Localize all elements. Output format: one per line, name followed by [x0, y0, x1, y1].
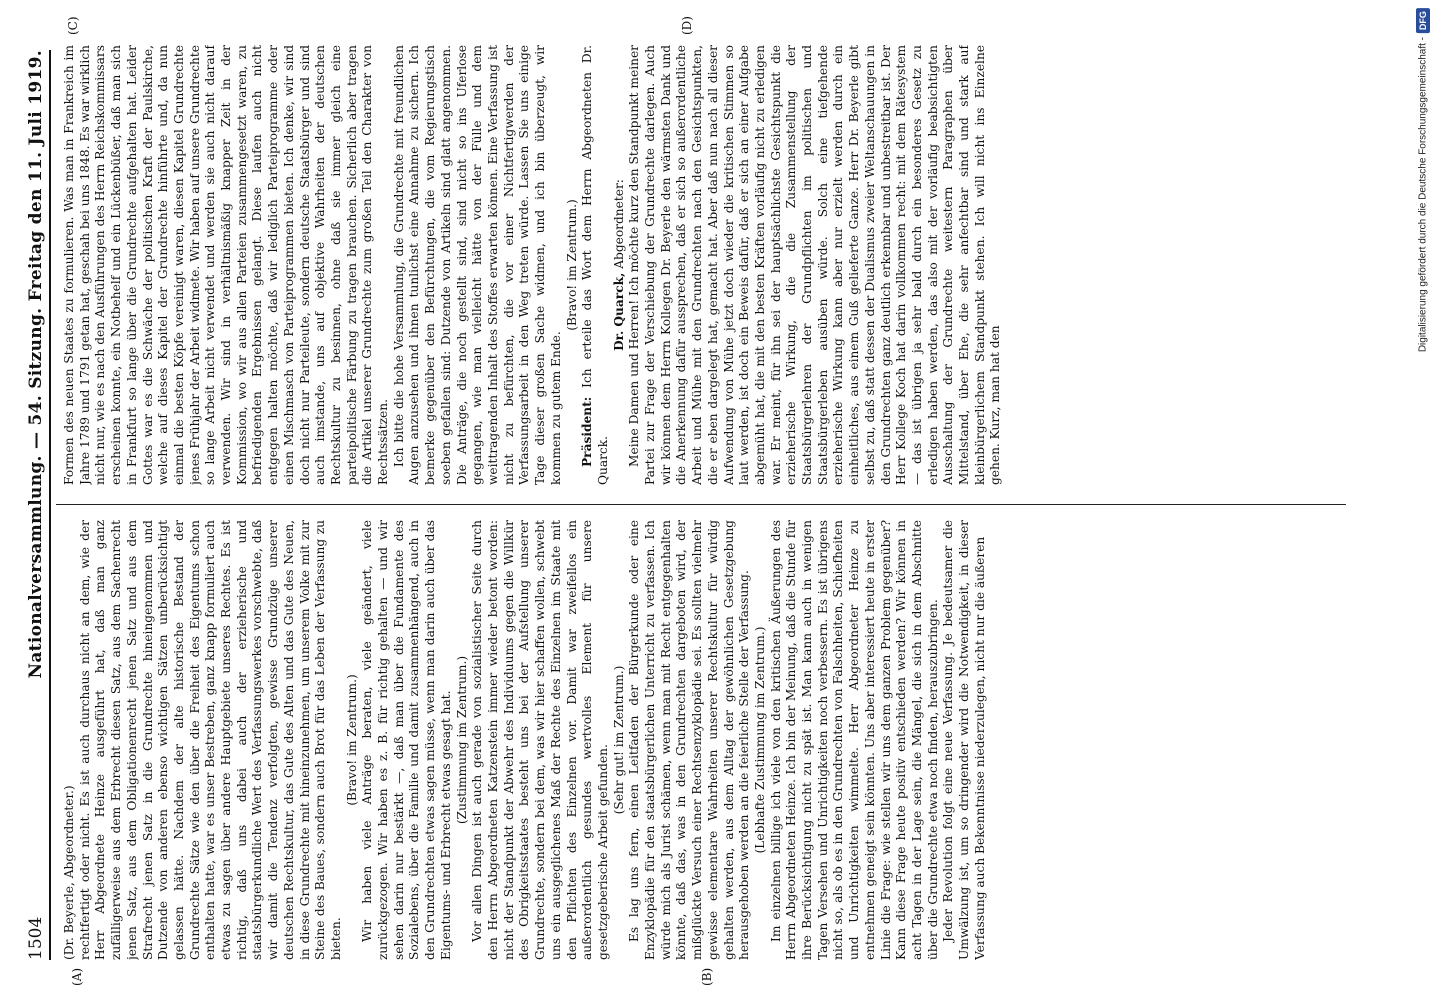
- president-statement: [580, 45, 611, 485]
- page-header: [20, 50, 51, 960]
- interjection: (Lebhafte Zustimmung im Zentrum.): [752, 626, 767, 854]
- speaker-intro: (Dr. Beyerle, Abgeordneter.): [62, 785, 76, 960]
- paragraph: Jeder Revolution folgt eine neue Verfassung. Je bedeutsamer die Umwälzung ist, um so dringender wird die Notwendigkeit, in dieser Verfassung auch Bekenntnisse niederzulegen, nicht nur die äußeren: [941, 520, 987, 960]
- digitization-note: [1416, 8, 1430, 352]
- dfg-logo-icon: DFG: [1416, 8, 1430, 33]
- speaker-name: Dr. Quarck,: [611, 272, 626, 351]
- margin-marker-b: (B): [700, 967, 714, 986]
- paragraph: Im einzelnen billige ich viele von den kritischen Äußerungen des Herrn Abgeordneten Heinze. Ich bin der Meinung, daß die Stunde für ihre Berücksichtigung nicht zu spät ist. Man kann auch in wenigen Tagen Versehen und Unrichtigkeiten noch verbessern. Es ist übrigens nicht so, als ob es in den Grundrechten von Falschheiten, Schiefheiten und Unrichtigkeiten wimmelte. Herr Abgeordneter Heinze zu entnehmen geneigt sein könnten. Uns aber interessiert heute in erster Linie die Frage: wie stellen wir uns dem ganzen Problem gegenüber? Kann diese Frage heute positiv entschieden werden? Wir können in acht Tagen in der Lage sein, die Mängel, die sich in dem Abschnitte über die Grundrechte etwa noch finden, herauszubringen.: [768, 520, 940, 960]
- margin-marker-d: (D): [680, 16, 694, 35]
- page-title: Nationalversammlung. — 54. Sitzung. Freitag den 11. Juli 1919.: [26, 50, 46, 679]
- interjection: (Bravo! im Zentrum.): [564, 199, 579, 331]
- margin-marker-c: (C): [66, 16, 80, 35]
- page-number: 1504: [26, 916, 46, 960]
- paragraph: rechtfertigt oder nicht. Es ist auch durchaus nicht an dem, wie der Herr Abgeordnete Heinze ausgeführt hat, daß man ganz zufälligerweise aus dem Erbrecht diesen Satz, aus dem Sachenrecht jenen Satz, aus dem Obligationenrecht jenen Satz und aus dem Strafrecht jenen Satz in die Grundrechte hineingenommen und Dutzende von anderen ebenso wichtigen Sätzen unberücksichtigt gelassen hätte. Nachdem der alte historische Bestand der Grundrechte Sätze wie den über die Freiheit des Eigentums schon enthalten hatte, war es unser Bestreben, ganz knapp formuliert auch etwas zu sagen über andere Hauptgebiete unseres Rechtes. Es ist richtig, daß uns dabei auch der erzieherische und staatsbürgerkundliche Wert des Verfassungswerkes vorschwebte, daß wir damit die Tendenz verfolgten, gewisse Grundzüge unserer deutschen Rechtskultur, das Gute des Alten und das Gute des Neuen, in diese Grundrechte mit hineinzunehmen, um unserem Volke mit zur Steine des Baues, sondern auch Brot für das Leben der Verfassung zu bieten.: [77, 520, 343, 960]
- president-label: Präsident:: [580, 396, 595, 467]
- paragraph: Ich bitte die hohe Versammlung, die Grundrechte mit freundlichen Augen anzusehen und ihnen tunlichst eine Annahme zu sichern. Ich bemerke gegenüber den Befürchtungen, die vom Regierungstisch soeben gefallen sind: Dutzende von Artikeln sind glatt angenommen. Die Anträge, die noch gestellt sind, sind nicht so ins Uferlose gegangen, wie man vielleicht hätte von der Fülle und dem weittragenden Inhalt des Stoffes erwarten können. Eine Verfassung ist nicht zu befürchten, die vor einer Nichtfertigwerden der Verfassungsarbeit in den Weg treten würde. Lassen Sie uns einige Tage dieser großen Sache widmen, und ich bin überzeugt, wir kommen zu gutem Ende.: [391, 45, 563, 485]
- paragraph: Meine Damen und Herren! Ich möchte kurz den Standpunkt meiner Partei zur Frage der Verschiebung der Grundrechte darlegen. Auch wir können dem Herrn Kollegen Dr. Beyerle den wärmsten Dank und die Anerkennung dafür aussprechen, daß er sich so außerordentliche Arbeit und Mühe mit den Grundrechten nach den Gesichtspunkten, die er eben dargelegt hat, gemacht hat. Aber daß nun nach all dieser Aufwendung von Mühe jetzt doch wieder die kritischen Stimmen so laut werden, ist doch ein Beweis dafür, daß er sich an einer Aufgabe abgemüht hat, die mit den besten Kräften vorläufig nicht zu erledigen war. Er meint, für ihn sei der hauptsächlichste Gesichtspunkt die erzieherische Wirkung, die die Zusammenstellung der Staatsbürgerlehren der Grundpflichten im politischen und Staatsbürgerleben ausüben würde. Solch eine tiefgehende erzieherische Wirkung kann aber nur erzielt werden durch ein einheitliches, aus einem Guß gelieferte Ganze. Herr Dr. Beyerle gibt selbst zu, daß statt dessen der Dualismus zweier Weltanschauungen in den Grundrechten ganz deutlich erkennbar und unbestreitbar ist. Der Herr Kollege Koch hat darin vollkommen recht: mit dem Rätesystem — das ist übrigen ja sehr bald durch ein besonderes Gesetz zu erledigen haben werden, das also mit der vorläufig beabsichtigten Ausschaltung der Grundrechte weitestern Paragraphen über Mittelstand, über Ehe, die sehr anfechtbar sind und stark auf kleinbürgerlichem Standpunkt stehen. Ich will nicht ins Einzelne gehen. Kurz, man hat den: [627, 45, 1003, 485]
- speaker-role: Abgeordneter:: [611, 179, 626, 269]
- paragraph: Formen des neuen Staates zu formulieren. Was man in Frankreich im Jahre 1789 und 1791 getan hat, geschah bei uns 1848. Es war wirklich nicht nur, wie es nach den Ausführungen des Herrn Reichskommissars erscheinen konnte, ein Notbehelf und ein Lückenbüßer, daß man sich in Frankfurt so lange über die Grundrechte aufgehalten hat. Leider Gottes war es die Schwäche der politischen Kraft der Paulskirche, welche auf dieses Kapitel der Grundrechte hinführte und, da nun einmal die besten Köpfe vereinigt waren, diesen Kapitel Grundrechte jenes Frühjahr der Arbeit widmete. Wir haben auf unsere Grundrechte so lange Arbeit nicht verwendet und werden sie auch nicht darauf verwenden. Wir sind in verhältnismäßig knapper Zeit in der Kommission, wo wir aus allen Parteien zusammengesetzt waren, zu befriedigenden Ergebnissen gelangt. Diese laufen auch nicht entgegen halten möchte, daß wir lediglich Parteiprogramme oder einen Mischmasch von Parteiprogrammen bieten. Ich denke, wir sind doch nicht nur Parteileute, sondern deutsche Staatsbürger und sind auch imstande, uns auf objektive Wahrheiten der deutschen Rechtskultur zu besinnen, ohne daß sie immer gleich eine parteipolitische Färbung zu tragen brauchen. Sicherlich aber tragen die Artikel unserer Grundrechte zum großen Teil den Charakter von Rechtssätzen.: [62, 45, 391, 485]
- digitization-text: Digitalisierung gefördert durch die Deutsche Forschungsgemeinschaft -: [1417, 37, 1429, 353]
- column-divider: [56, 504, 1346, 505]
- paragraph: Vor allen Dingen ist auch gerade von sozialistischer Seite durch den Herrn Abgeordneten Katzenstein immer wieder betont worden: nicht der Standpunkt der Abwehr des Individuums gegen die Willkür des Obrigkeitsstaates besteht uns bei der Aufstellung unserer Grundrechte, sondern bei dem, was wir hier schaffen wollen, schwebt uns ein ausgeglichenes Maß der Rechte des Einzelnen im Staate mit den Pflichten des Einzelnen vor. Damit war zweifellos ein außerordentlich gesundes wertvolles Element für unsere gesetzgeberische Arbeit gefunden.: [470, 520, 610, 960]
- interjection: (Sehr gut! im Zentrum.): [611, 665, 626, 815]
- speaker-heading: [612, 45, 628, 485]
- margin-marker-a: (A): [70, 967, 84, 986]
- paragraph: Es lag uns fern, einen Leitfaden der Bürgerkunde oder eine Enzyklopädie für den staatsbürgerlichen Unterricht zu verfassen. Ich würde mich als Jurist schämen, wenn man mit Recht entgegenhalten könnte, daß das, was in den Grundrechten dargeboten wird, der mißglückte Versuch einer Rechtsenzyklopädie sei. Es sollten vielmehr gewisse elementare Wahrheiten unserer Rechtskultur für würdig gehalten werden, aus dem Alltag der gewöhnlichen Gesetzgebung herausgehoben werden an die feierliche Stelle der Verfassung.: [627, 520, 752, 960]
- paragraph: Wir haben viele Anträge beraten, viele geändert, viele zurückgezogen. Wir haben es z. B. für richtig gehalten — und wir sehen darin nur bestärkt —, daß man über die Fundamente des Sozialebens, über die Familie und damit zusammenhängend, auch in den Grundrechten etwas sagen müsse, wenn man darin auch über das Eigentums- und Erbrecht etwas gesagt hat.: [360, 520, 453, 960]
- interjection: (Zustimmung im Zentrum.): [454, 655, 469, 825]
- left-column: [62, 520, 1382, 960]
- president-text: Ich erteile das Wort dem Herrn Abgeordneten Dr. Quarck.: [580, 45, 610, 485]
- right-column: [62, 45, 1382, 485]
- interjection: (Bravo! im Zentrum.): [344, 674, 359, 806]
